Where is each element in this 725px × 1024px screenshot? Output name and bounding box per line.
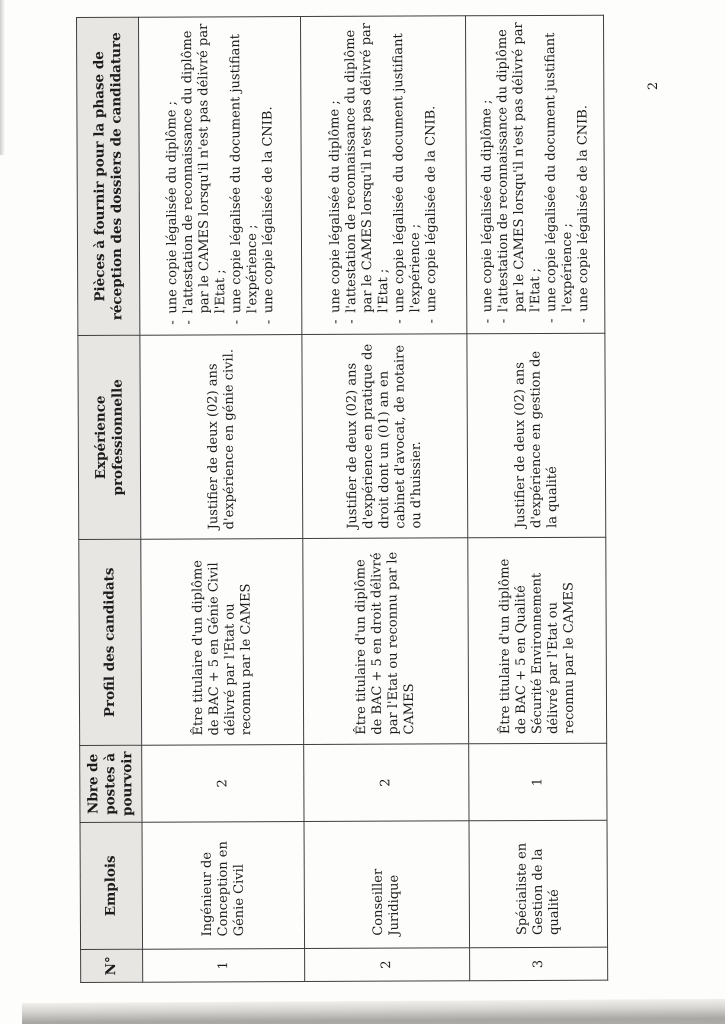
cell-experience: Justifier de deux (02) ans d'expérience en gestion de la qualité <box>467 333 606 538</box>
pieces-item: - une copie légalisée du diplôme ; <box>327 21 344 326</box>
cell-profil: Être titulaire d'un diplôme de BAC + 5 en Génie Civil délivré par l'Etat ou reconnu par le CAMES <box>141 539 304 746</box>
pieces-item: - une copie légalisée du document justifiant l'expérience ; <box>228 21 261 326</box>
cell-pieces <box>465 15 604 334</box>
scan-edge-shadow-left <box>0 0 5 155</box>
pieces-list <box>327 20 440 325</box>
scan-edge-shadow-bottom <box>22 999 725 1024</box>
cell-profil: Être titulaire d'un diplôme de BAC + 5 en droit délivré par l'Etat ou reconnu par le CAMES <box>303 538 469 745</box>
pieces-item: - une copie légalisée du document justifiant l'expérience ; <box>543 20 576 325</box>
table-row <box>138 17 304 983</box>
pieces-item: - une copie légalisée du diplôme ; <box>164 22 181 327</box>
pieces-list <box>479 20 592 325</box>
page-number: 2 <box>646 81 661 91</box>
cell-numero: 2 <box>305 948 470 982</box>
pieces-list <box>164 21 277 326</box>
cell-emploi: Spécialiste en Gestion de la qualité <box>469 820 608 948</box>
col-header-pieces: Pièces à fournir pour la phase de réception des dossiers de candidature <box>76 17 139 335</box>
cell-pieces <box>138 17 301 336</box>
recruitment-table <box>76 15 608 983</box>
cell-experience: Justifier de deux (02) ans d'expérience en génie civil. <box>140 335 303 540</box>
recruitment-table-rotated <box>76 16 607 983</box>
pieces-item: - une copie légalisée du diplôme ; <box>479 20 496 325</box>
pieces-item: - une copie légalisée de la CNIB. <box>575 20 592 325</box>
pieces-item: - une copie légalisée de la CNIB. <box>260 21 277 326</box>
cell-pieces <box>300 16 466 335</box>
cell-nbre-postes: 1 <box>469 743 607 821</box>
col-header-nbre-postes: Nbre de postes à pourvoir <box>80 745 142 822</box>
pieces-item: - une copie légalisée du document justifiant l'expérience ; <box>391 20 424 325</box>
cell-profil: Être titulaire d'un diplôme de BAC + 5 en Qualité Sécurité Environnement délivré par l'Etat ou reconnu par le CAMES <box>468 537 607 744</box>
cell-experience: Justifier de deux (02) ans d'expérience en pratique de droit dont un (01) an en cabinet d'avocat, de notaire ou d'huissier. <box>302 334 468 539</box>
col-header-numero: N° <box>81 949 143 982</box>
table-row <box>465 15 607 981</box>
table-body <box>138 15 607 982</box>
pieces-item: - l'attestation de reconnaissance du diplôme par le CAMES lorsqu'il n'est pas délivré par l'Etat ; <box>343 21 392 326</box>
cell-numero: 3 <box>470 947 608 981</box>
cell-nbre-postes: 2 <box>304 744 469 822</box>
cell-emploi: Conseiller Juridique <box>304 821 470 949</box>
col-header-profil: Profil des candidats <box>79 539 142 745</box>
col-header-experience: Expérience professionnelle <box>78 335 141 539</box>
cell-nbre-postes: 2 <box>142 745 304 823</box>
table-row <box>300 16 469 982</box>
pieces-item: - l'attestation de reconnaissance du diplôme par le CAMES lorsqu'il n'est pas délivré par l'Etat ; <box>495 20 544 325</box>
cell-numero: 1 <box>143 949 305 983</box>
pieces-item: - une copie légalisée de la CNIB. <box>423 20 440 325</box>
cell-emploi: Ingénieur de Conception en Génie Civil <box>142 822 305 950</box>
pieces-item: - l'attestation de reconnaissance du diplôme par le CAMES lorsqu'il n'est pas délivré par l'Etat ; <box>180 21 229 326</box>
col-header-emplois: Emplois <box>80 822 143 949</box>
table-header-row <box>76 17 142 982</box>
